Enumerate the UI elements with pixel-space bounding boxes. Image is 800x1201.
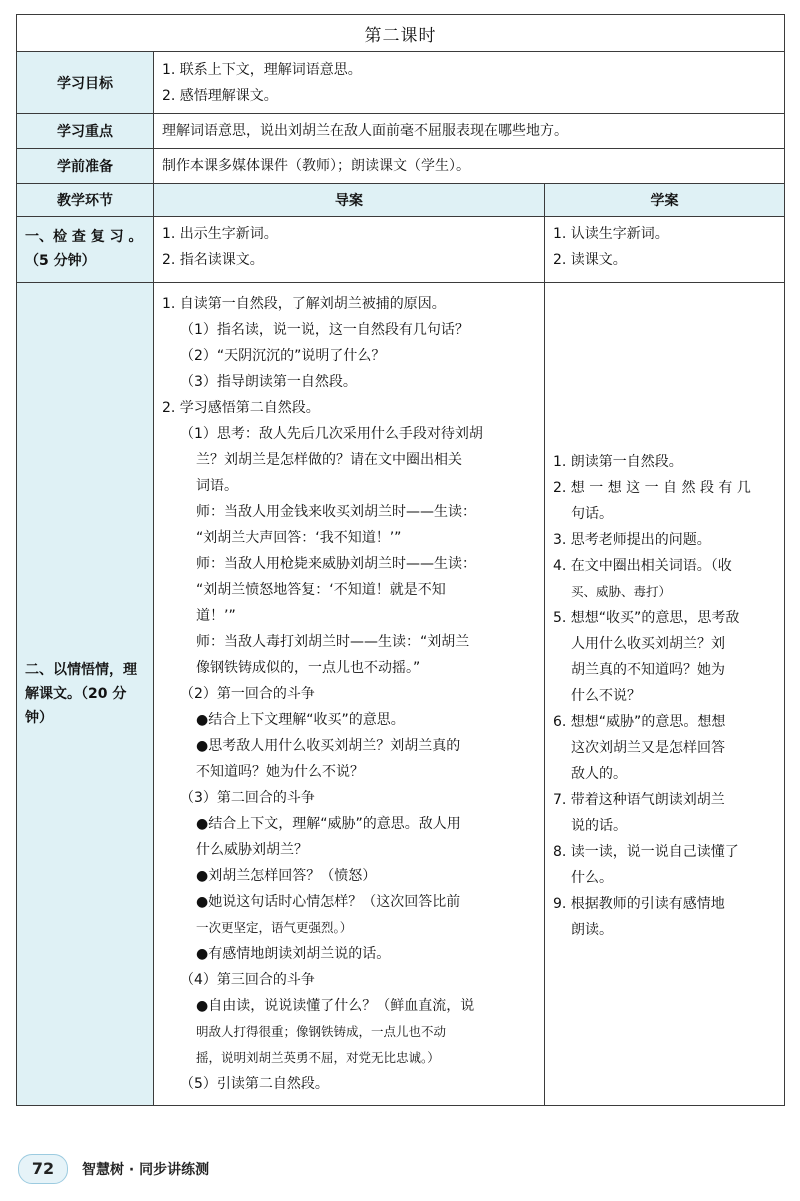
preparation-text: 制作本课多媒体课件（教师）；朗读课文（学生）。 (154, 149, 785, 184)
section2-title-line: 解课文。（20 分 (25, 686, 127, 702)
guide-line: （2）“天阴沉沉的”说明了什么？ (180, 348, 386, 364)
guide-line: 兰？刘胡兰是怎样做的？请在文中圈出相关 (196, 452, 462, 468)
header-guide: 导案 (154, 184, 545, 217)
study-line: 8. 读一读，说一说自己读懂了 (553, 844, 739, 860)
study-line: 2. 读课文。 (553, 252, 627, 268)
guide-line: 什么威胁刘胡兰？ (196, 842, 308, 858)
guide-line: ●有感情地朗读刘胡兰说的话。 (196, 946, 391, 962)
section1-title (17, 217, 154, 283)
study-line: 人用什么收买刘胡兰？刘 (571, 636, 725, 652)
key-points-label: 学习重点 (17, 114, 154, 149)
guide-line: （1）思考：敌人先后几次采用什么手段对待刘胡 (180, 426, 483, 442)
section1-guide (154, 217, 545, 283)
objective-line: 1. 联系上下文，理解词语意思。 (162, 61, 362, 78)
objectives-content (154, 52, 785, 114)
guide-line: 2. 学习感悟第二自然段。 (162, 400, 320, 416)
study-line: 敌人的。 (571, 766, 627, 782)
guide-line: （2）第一回合的斗争 (180, 686, 315, 702)
guide-line: （4）第三回合的斗争 (180, 972, 315, 988)
guide-line: 师：当敌人毒打刘胡兰时——生读：“刘胡兰 (196, 634, 470, 650)
guide-line: 2. 指名读课文。 (162, 252, 264, 268)
study-line: 这次刘胡兰又是怎样回答 (571, 740, 725, 756)
study-line: 7. 带着这种语气朗读刘胡兰 (553, 792, 725, 808)
book-title: 智慧树 · 同步讲练测 (82, 1162, 210, 1178)
study-line: 1. 认读生字新词。 (553, 226, 669, 242)
guide-line: 1. 出示生字新词。 (162, 226, 278, 242)
guide-line: 明敌人打得很重；像钢铁铸成，一点儿也不动 (196, 1024, 447, 1039)
preparation-label: 学前准备 (17, 149, 154, 184)
guide-line: ●思考敌人用什么收买刘胡兰？刘胡兰真的 (196, 738, 461, 754)
study-line: 什么不说？ (571, 688, 641, 704)
guide-line: 1. 自读第一自然段，了解刘胡兰被捕的原因。 (162, 296, 446, 312)
guide-line: （1）指名读，说一说，这一自然段有几句话？ (180, 322, 469, 338)
study-line: 买、威胁、毒打） (571, 584, 672, 599)
objectives-label: 学习目标 (17, 52, 154, 114)
study-line: 说的话。 (571, 818, 627, 834)
section2-title (17, 283, 154, 1106)
study-line: 4. 在文中圈出相关词语。（收 (553, 558, 732, 574)
section2-study (545, 283, 785, 1106)
key-points-text: 理解词语意思，说出刘胡兰在敌人面前毫不屈服表现在哪些地方。 (154, 114, 785, 149)
guide-line: ●刘胡兰怎样回答？（愤怒） (196, 868, 377, 884)
study-line: 2. 想 一 想 这 一 自 然 段 有 几 (553, 480, 751, 496)
page-title: 第二课时 (17, 15, 785, 52)
study-line: 3. 思考老师提出的问题。 (553, 532, 711, 548)
page-number: 72 (18, 1154, 68, 1184)
guide-line: 师：当敌人用枪毙来威胁刘胡兰时——生读： (196, 556, 476, 572)
page-footer (18, 1150, 318, 1186)
study-line: 5. 想想“收买”的意思，思考敌 (553, 610, 740, 626)
header-teaching-step: 教学环节 (17, 184, 154, 217)
guide-line: （3）第二回合的斗争 (180, 790, 315, 806)
guide-line: （3）指导朗读第一自然段。 (180, 374, 357, 390)
lesson-plan-table (16, 14, 785, 1106)
guide-line: （5）引读第二自然段。 (180, 1076, 329, 1092)
section1-title-line: （5 分钟） (25, 253, 96, 269)
guide-line: 不知道吗？她为什么不说？ (196, 764, 364, 780)
study-line: 什么。 (571, 870, 613, 886)
guide-line: 摇，说明刘胡兰英勇不屈，对党无比忠诚。） (196, 1050, 440, 1065)
header-study: 学案 (545, 184, 785, 217)
section2-title-line: 二、以情悟情，理 (25, 662, 137, 678)
guide-line: ●结合上下文理解“收买”的意思。 (196, 712, 405, 728)
study-line: 6. 想想“威胁”的意思。想想 (553, 714, 726, 730)
guide-line: 道！’” (196, 608, 236, 624)
section2-title-line: 钟） (25, 710, 53, 726)
study-line: 胡兰真的不知道吗？她为 (571, 662, 725, 678)
guide-line: 师：当敌人用金钱来收买刘胡兰时——生读： (196, 504, 476, 520)
guide-line: “刘胡兰愤怒地答复：‘不知道！就是不知 (196, 582, 446, 598)
guide-line: 一次更坚定，语气更强烈。） (196, 920, 353, 935)
study-line: 朗读。 (571, 922, 613, 938)
section1-title-line: 一、检 查 复 习 。 (25, 229, 143, 245)
section1-study (545, 217, 785, 283)
guide-line: 像钢铁铸成似的，一点儿也不动摇。” (196, 660, 421, 676)
guide-line: ●自由读，说说读懂了什么？（鲜血直流，说 (196, 998, 475, 1014)
guide-line: ●她说这句话时心情怎样？（这次回答比前 (196, 894, 461, 910)
section2-guide (154, 283, 545, 1106)
study-line: 句话。 (571, 506, 613, 522)
study-line: 9. 根据教师的引读有感情地 (553, 896, 725, 912)
guide-line: ●结合上下文，理解“威胁”的意思。敌人用 (196, 816, 461, 832)
study-line: 1. 朗读第一自然段。 (553, 454, 683, 470)
guide-line: “刘胡兰大声回答：‘我不知道！’” (196, 530, 402, 546)
guide-line: 词语。 (196, 478, 238, 494)
objective-line: 2. 感悟理解课文。 (162, 87, 278, 104)
